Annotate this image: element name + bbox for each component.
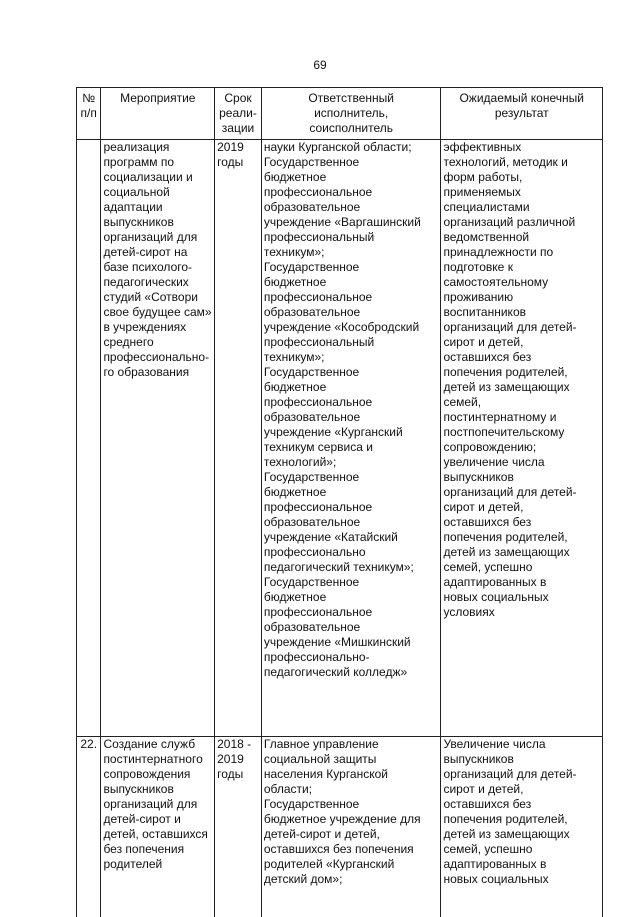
row-executor: Главное управление социальной защиты населения Курганской области; Государственное бюджетное учреждение для детей-сирот и детей, оставшихся без попечения родителей «Курганский детский дом»; bbox=[261, 737, 441, 917]
row-event: реализация программ по социализации и социальной адаптации выпускников организаций для детей-сирот на базе психолого- педагогических студий «Сотвори свое будущее сам» в учреждениях среднего профессионально- го образования bbox=[101, 140, 215, 737]
row-executor: науки Курганской области; Государственное бюджетное профессиональное образовательное учреждение «Варгашинский профессиональный техникум»; Государственное бюджетное профессиональное образовательное учреждение «Кособродский профессиональный техникум»; Государственное бюджетное профессиональное образовательное учреждение «Курганский техникум сервиса и технологий»; Государственное бюджетное профессиональное образовательное учреждение «Катайский профессионально педагогический техникум»; Государственное бюджетное профессиональное образовательное учреждение «Мишкинский профессионально- педагогический колледж» bbox=[261, 140, 441, 737]
table-header-row bbox=[77, 88, 603, 140]
header-event: Мероприятие bbox=[101, 88, 215, 140]
row-num: 22. bbox=[77, 737, 101, 917]
table-row bbox=[77, 737, 603, 917]
row-result: Увеличение числа выпускников организаций для детей- сирот и детей, оставшихся без попечения родителей, детей из замещающих семей, успешно адаптированных в новых социальных bbox=[441, 737, 603, 917]
measures-table bbox=[76, 87, 603, 917]
header-term: Срок реали- зации bbox=[215, 88, 262, 140]
header-num: № п/п bbox=[77, 88, 101, 140]
row-event: Создание служб постинтернатного сопровождения выпускников организаций для детей-сирот и детей, оставшихся без попечения родителей bbox=[101, 737, 215, 917]
row-term: 2018 - 2019 годы bbox=[215, 737, 262, 917]
row-term: 2019 годы bbox=[215, 140, 262, 737]
header-executor: Ответственный исполнитель, соисполнитель bbox=[261, 88, 441, 140]
page-number: 69 bbox=[0, 58, 640, 72]
row-result: эффективных технологий, методик и форм работы, применяемых специалистами организаций различной ведомственной принадлежности по подготовке к самостоятельному проживанию воспитанников организаций для детей- сирот и детей, оставшихся без попечения родителей, детей из замещающих семей, постинтернатному и постпопечительскому сопровождению; увеличение числа выпускников организаций для детей- сирот и детей, оставшихся без попечения родителей, детей из замещающих семей, успешно адаптированных в новых социальных условиях bbox=[441, 140, 603, 737]
table-row bbox=[77, 140, 603, 737]
row-num bbox=[77, 140, 101, 737]
header-result: Ожидаемый конечный результат bbox=[441, 88, 603, 140]
